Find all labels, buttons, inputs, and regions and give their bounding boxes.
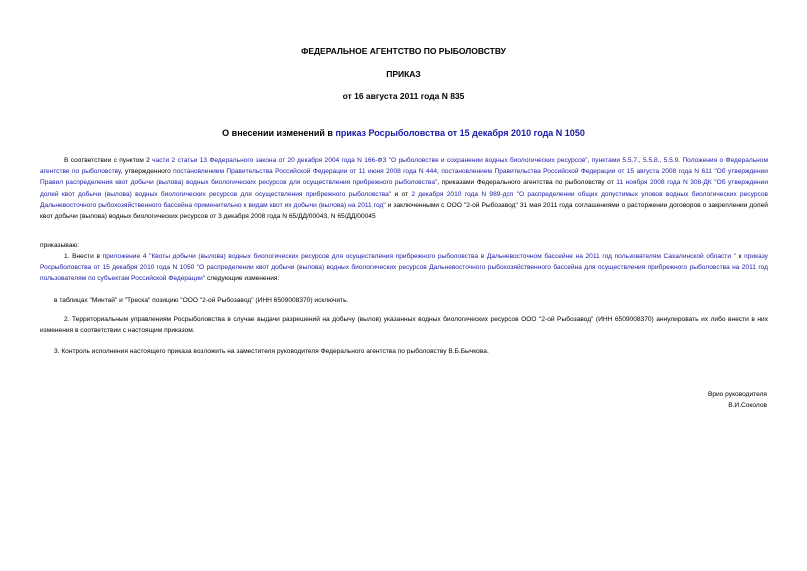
item-1-text-1: 1. Внести в bbox=[64, 253, 103, 260]
preamble-text-2: , bbox=[587, 157, 592, 164]
appendix-4-link[interactable]: приложение 4 "Квоты добычи (вылова) водных биологических ресурсов для осуществления прибрежного рыболовства в Дальневосточном бассейне на 2011 год пользователям Сахалинской области " bbox=[102, 253, 736, 260]
item-1-paragraph bbox=[40, 251, 768, 285]
order-1050-link[interactable]: приказу Росрыболовства от 15 декабря 2010 года N 1050 "О распределении квот добычи (вылова) водных биологических ресурсов Дальневосточного рыбохозяйственного бассейна для осуществления прибрежного рыболовства на 2011 год пользователям по субъектам Российской Федерации" bbox=[40, 253, 768, 283]
preamble-paragraph bbox=[40, 155, 768, 222]
agency-title: ФЕДЕРАЛЬНОЕ АГЕНТСТВО ПО РЫБОЛОВСТВУ bbox=[301, 46, 506, 56]
preamble-text-1: В соответствии с пунктом 2 bbox=[64, 157, 153, 164]
preamble-text-6: и от bbox=[391, 190, 412, 198]
order-word: приказываю: bbox=[40, 242, 80, 249]
document-date: от 16 августа 2011 года N 835 bbox=[342, 91, 465, 101]
item-2-paragraph bbox=[40, 314, 768, 336]
preamble-text-5: , приказами Федерального агентства по рыболовству от bbox=[437, 179, 617, 187]
decree-611-link[interactable]: постановлением Правительства Российской Федерации от 15 августа 2008 года N 611 "Об утверждении Правил распределения квот добычи (вылова) водных биологических ресурсов для осуществления прибрежного рыболовства" bbox=[40, 168, 768, 187]
signature-name: В.И.Соколов bbox=[728, 402, 767, 409]
item-3-paragraph: 3. Контроль исполнения настоящего приказа возложить на заместителя руководителя Федерального агентства по рыболовству В.Б.Бычкова. bbox=[54, 348, 489, 355]
item-1-text-3: следующие изменения: bbox=[205, 275, 280, 283]
subject-prefix: О внесении изменений в bbox=[222, 128, 336, 138]
subject-link[interactable]: приказ Росрыболовства от 15 декабря 2010 года N 1050 bbox=[335, 128, 585, 138]
decree-444-link[interactable]: постановлением Правительства Российской Федерации от 11 июня 2008 года N 444 bbox=[173, 168, 437, 176]
preamble-text-7: и заключенными с ООО "2-ой Рыбозавод" 31 мая 2011 года соглашениями о расторжении договоров о закреплении долей квот добычи (вылова) водных биологических ресурсов от 3 декабря 2008 года N 65/ДД/00043, N 65/ДД/00045 bbox=[40, 201, 768, 221]
law-166-fz-link[interactable]: части 2 статьи 13 Федерального закона от 20 декабря 2004 года N 166-ФЗ "О рыболовстве и сохранении водных биологических ресурсов" bbox=[152, 157, 588, 164]
preamble-text-4: , bbox=[437, 168, 442, 176]
document-type: ПРИКАЗ bbox=[386, 69, 421, 79]
signature-role: Врио руководителя bbox=[707, 391, 767, 398]
item-1-text-2: к bbox=[736, 253, 745, 260]
item-2-text: 2. Территориальным управлениям Росрыболовства в случае выдачи разрешений на добычу (вылов) указанных водных биологических ресурсов ООО "2-ой Рыбозавод" (ИНН 6509008370) аннулировать их либо внести в них изменения в соответствии с настоящим приказом. bbox=[40, 316, 768, 335]
order-989-dsp-link[interactable]: 2 декабря 2010 года N 989-дсп "О распределении общих допустимых уловов водных биологических ресурсов Дальневосточного рыбохозяйственного бассейна применительно к видам квот их добычи (вылова) на 2011 год" bbox=[40, 190, 768, 209]
preamble-text-3: , утвержденного bbox=[120, 168, 174, 176]
order-308-dk-link[interactable]: 11 ноября 2008 года N 308-ДК "Об утверждении долей квот добычи (вылова) водных биологических ресурсов для осуществления прибрежного рыболовства" bbox=[40, 179, 769, 198]
document-subject bbox=[0, 128, 807, 139]
tables-change-paragraph: в таблицах "Минтай" и "Треска" позицию "ООО "2-ой Рыбозавод" (ИНН 6509008370) исключить. bbox=[54, 297, 349, 304]
agency-regulations-link[interactable]: пунктами 5.5.7., 5.5.8., 5.5.9. Положения о Федеральном агентстве по рыболовству bbox=[40, 157, 768, 176]
